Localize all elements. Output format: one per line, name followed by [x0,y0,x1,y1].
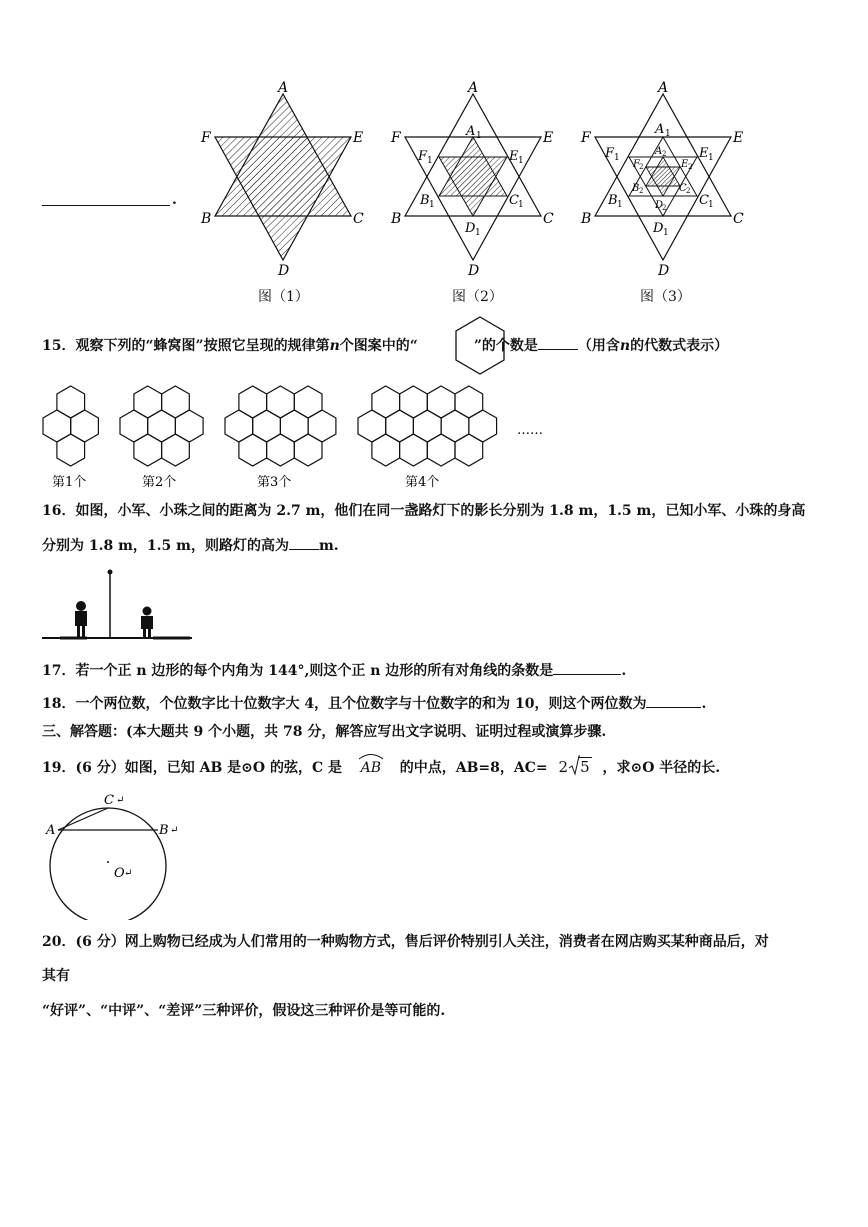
honeycomb-ellipsis: …… [517,423,543,438]
sub-2: 2 [688,163,693,171]
label-D: D [658,263,670,279]
honeycomb-cell [267,386,295,418]
q18-question: 18．一个两位数，个位数字比十位数字大 4，且个位数字与十位数字的和为 10，则这个两位数为 . [42,693,706,714]
honeycomb-figures [35,382,555,490]
honeycomb-cell [294,434,322,466]
arc-ab: AB [353,758,389,778]
label-D2: D [655,200,664,211]
sub-2: 2 [686,187,691,195]
honeycomb-cell [239,386,267,418]
honeycomb-cell [162,434,190,466]
honeycomb-cell [280,410,308,442]
label-A: A [468,80,479,96]
honeycomb-cell [308,410,336,442]
honeycomb-cell [455,386,483,418]
label-B: B [201,211,212,227]
hexagon-icon [452,315,508,377]
honeycomb-cell [57,434,85,466]
label-C: C [543,211,554,227]
label-C: C [353,211,364,227]
honeycomb-cell [71,410,99,442]
streetlight-figure [40,566,195,642]
honeycomb-cell [120,410,148,442]
label-B1: B [608,193,618,208]
q16-line-2: 分别为 1.8 m，1.5 m，则路灯的高为 m. [42,535,339,556]
honeycomb-cell [441,410,469,442]
q20-line-3: “好评”、“中评”、“差评”三种评价，假设这三种评价是等可能的. [42,1003,446,1019]
star-figure-3 [575,80,755,280]
label-E: E [733,130,744,146]
honeycomb-cell [413,410,441,442]
label-F: F [391,130,401,146]
label-A1: A [655,122,665,137]
label-E1: E [699,146,709,161]
figure-1-caption: 图（1） [258,289,309,305]
sub-2: 2 [662,150,667,158]
label-E: E [543,130,554,146]
sub-1: 1 [617,200,623,210]
honeycomb-cell [225,410,253,442]
q20-line-2: 其有 [42,968,70,984]
label-B1: B [420,193,430,208]
sub-1: 1 [518,200,524,210]
honeycomb-cell [427,386,455,418]
sub-1: 1 [427,156,433,166]
sqrt-expression: 2 5 [558,758,590,776]
honeycomb-cell [162,386,190,418]
sub-2: 2 [662,204,667,212]
label-O: O [114,866,125,881]
honeycomb-cell [294,386,322,418]
label-B: B [581,211,592,227]
label-A: A [278,80,289,96]
label-B: B [391,211,402,227]
label-F2: F [633,159,640,170]
label-A: A [46,823,56,838]
honeycomb-cell [372,386,400,418]
sub-1: 1 [475,228,481,238]
q15-question: 15．观察下列的“蜂窝图”按照它呈现的规律第n个图案中的“ ”的个数是 （用含n的代数式表示） [42,335,728,356]
label-F1: F [605,146,615,161]
label-C2: C [679,183,687,194]
honeycomb-cell [175,410,203,442]
honeycomb-cell [134,386,162,418]
sub-1: 1 [429,200,435,210]
label-E1: E [509,149,519,164]
label-C1: C [509,193,519,208]
honeycomb-cell [134,434,162,466]
sub-1: 1 [663,228,669,238]
sub-1: 1 [614,153,620,163]
label-D1: D [465,221,476,236]
honeycomb-cell [253,410,281,442]
q14-answer-blank [42,205,170,206]
person-xiaojun [75,601,87,638]
sub-2: 2 [639,187,644,195]
honeycomb-cell [372,434,400,466]
label-F1: F [418,149,428,164]
sub-1: 1 [708,153,714,163]
honeycomb-cell [427,434,455,466]
circle-figure [42,790,192,920]
label-A1: A [466,124,476,139]
label-A: A [658,80,669,96]
label-C1: C [699,193,709,208]
star-figure-2 [385,80,565,280]
honeycomb-caption-4: 第4个 [405,475,440,490]
sub-2: 2 [639,163,644,171]
honeycomb-cell [57,386,85,418]
label-D1: D [653,221,664,236]
figure-2-caption: 图（2） [452,289,503,305]
honeycomb-cell [400,434,428,466]
honeycomb-cell [43,410,71,442]
q20-line-1: 20．(6 分）网上购物已经成为人们常用的一种购物方式，售后评价特别引人关注，消费者在网店购买某种商品后，对 [42,934,769,950]
label-E2: E [681,159,689,170]
honeycomb-caption-3: 第3个 [257,475,292,490]
label-F: F [201,130,211,146]
q19-question: 19．(6 分）如图，已知 AB 是⊙O 的弦，C 是 AB 的中点，AB=8，AC= 2 5 ，求⊙O 半径的长. [42,757,720,778]
label-D: D [278,263,290,279]
return-mark: ↵ [170,825,179,836]
honeycomb-cell [400,386,428,418]
label-F: F [581,130,591,146]
q17-question: 17．若一个正 n 边形的每个内角为 144°,则这个正 n 边形的所有对角线的条数是 . [42,660,626,681]
honeycomb-cell [239,434,267,466]
honeycomb-cell [469,410,497,442]
honeycomb-cell [358,410,386,442]
sub-1: 1 [476,131,482,141]
label-C: C [733,211,744,227]
label-A2: A [655,146,663,157]
person-xiaozhu [141,607,153,639]
honeycomb-cell [267,434,295,466]
figure-3-caption: 图（3） [640,289,691,305]
label-B2: B [632,183,640,194]
q14-answer-dot: . [172,192,177,208]
label-B: B [159,823,169,838]
q16-line-1: 16．如图，小军、小珠之间的距离为 2.7 m，他们在同一盏路灯下的影长分别为 1.8 m，1.5 m，已知小军、小珠的身高 [42,503,806,519]
honeycomb-cell [455,434,483,466]
honeycomb-cell [386,410,414,442]
honeycomb-caption-1: 第1个 [52,475,87,490]
label-D: D [468,263,480,279]
sub-1: 1 [518,156,524,166]
return-mark: ↵ [116,795,125,806]
section-3-heading: 三、解答题：(本大题共 9 个小题，共 78 分，解答应写出文字说明、证明过程或演算步骤. [42,724,607,740]
label-E: E [353,130,364,146]
star-figure-1 [195,80,375,280]
honeycomb-cell [148,410,176,442]
sub-1: 1 [708,200,714,210]
return-mark: ↵ [124,868,133,879]
honeycomb-caption-2: 第2个 [142,475,177,490]
sub-1: 1 [665,129,671,139]
label-C: C [104,793,114,808]
